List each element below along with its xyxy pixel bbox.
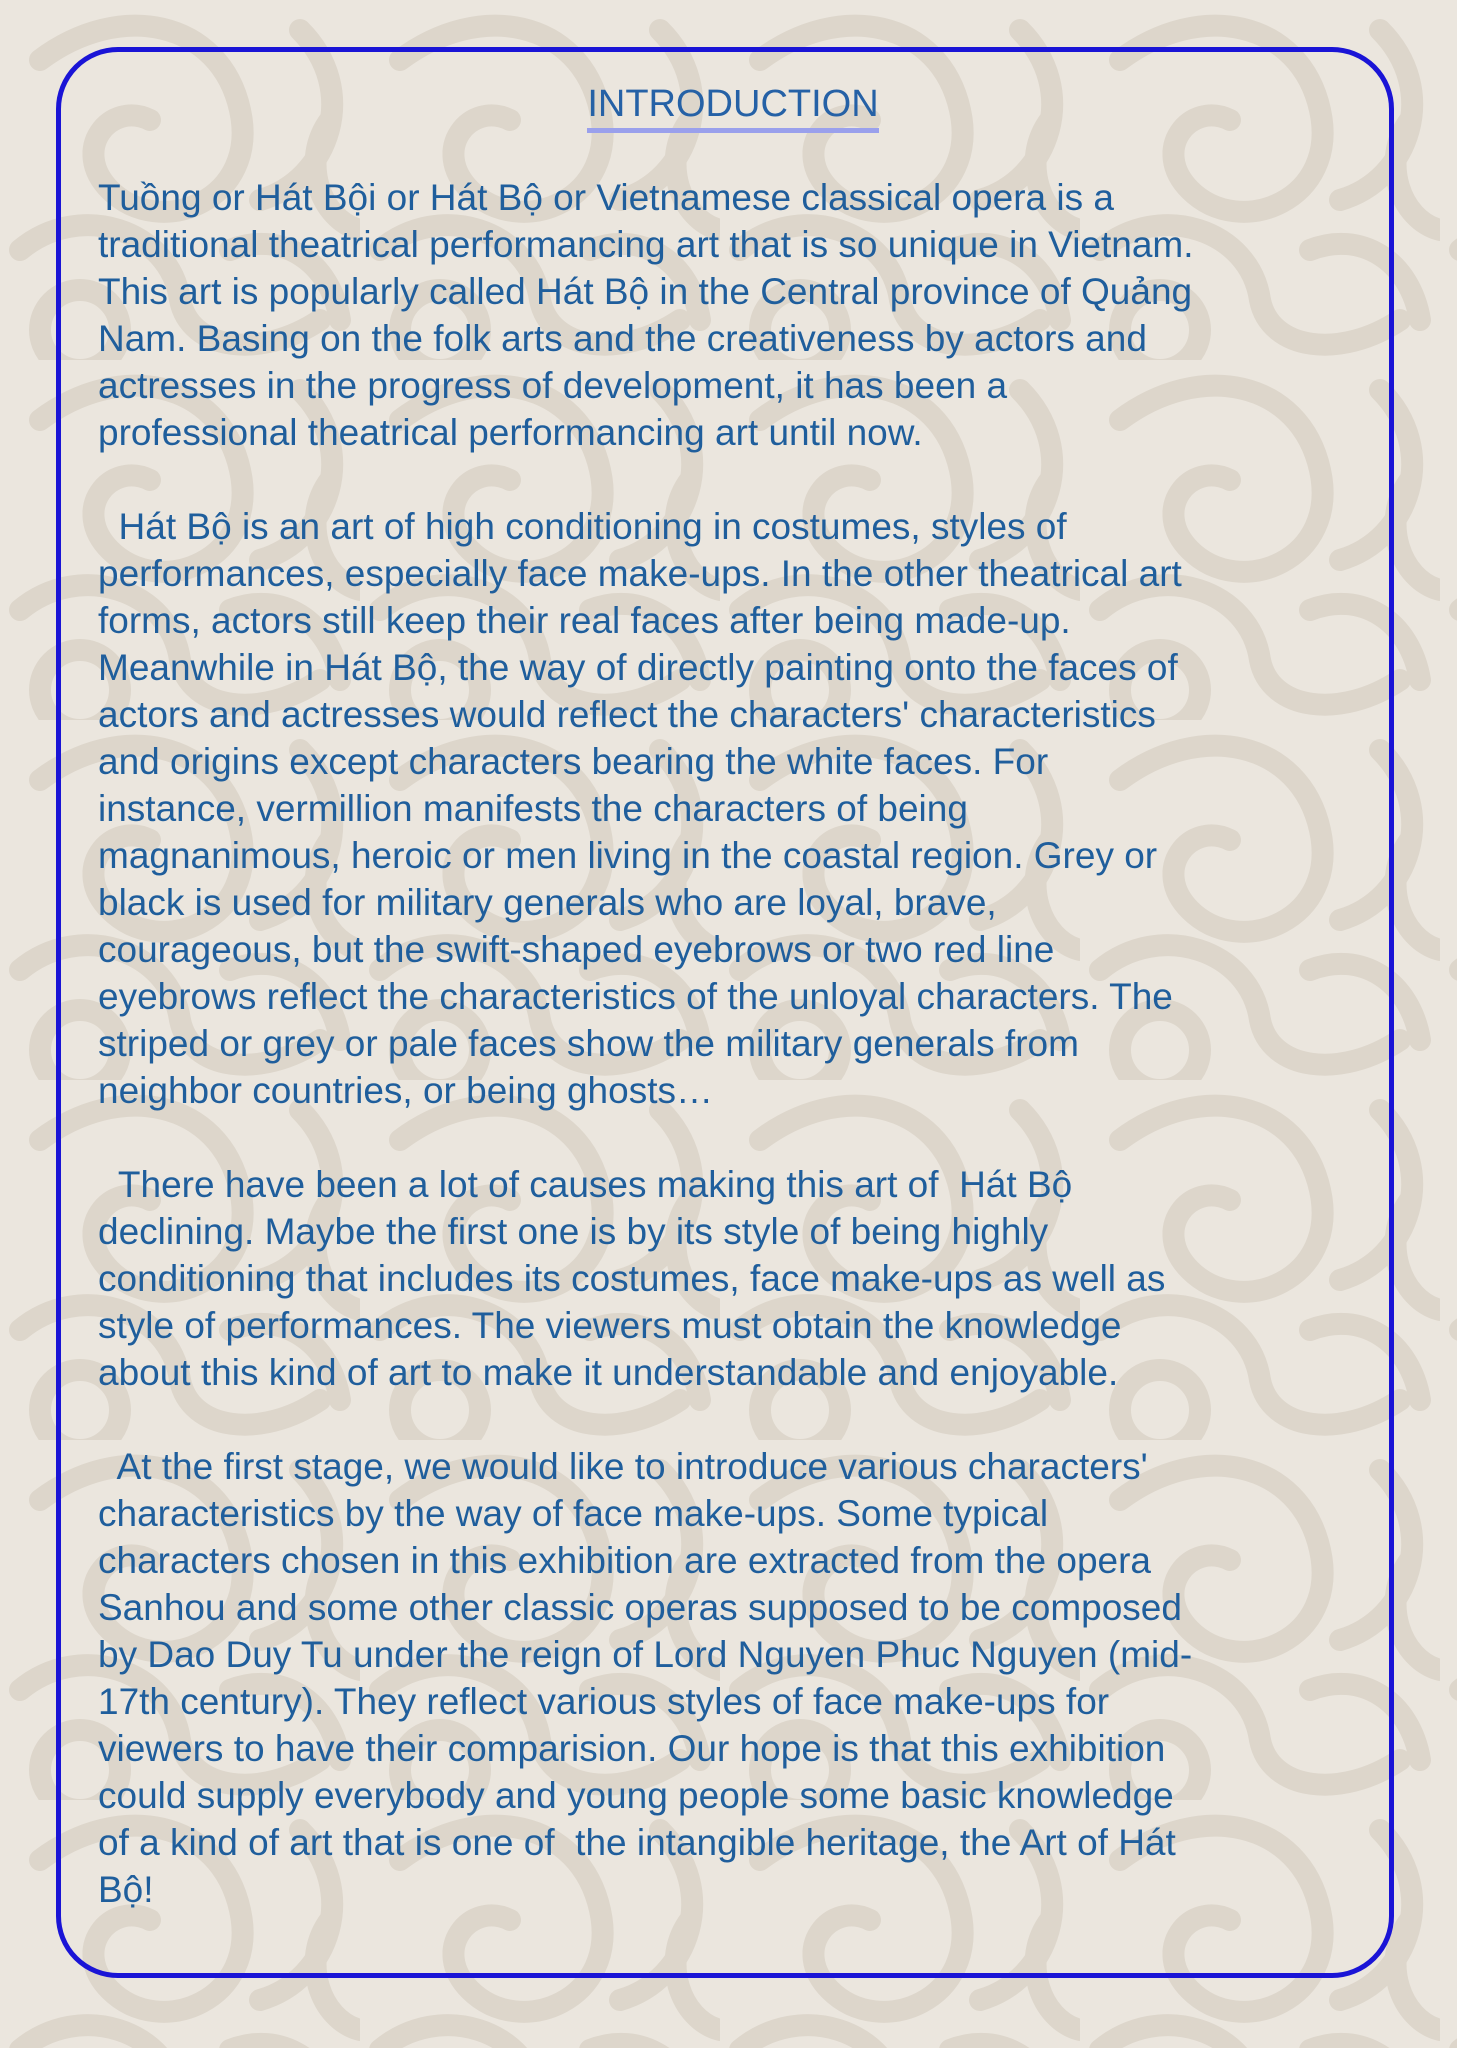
paragraph-line: actors and actresses would reflect the characters' characteristics — [98, 694, 1156, 735]
paragraph-line: 17th century). They reflect various styles of face make-ups for — [98, 1681, 1110, 1722]
paragraph-line: conditioning that includes its costumes, face make-ups as well as — [98, 1258, 1166, 1299]
paragraph-line: performances, especially face make-ups. In the other theatrical art — [98, 553, 1182, 594]
paragraph-line: declining. Maybe the first one is by its style of being highly — [98, 1211, 1049, 1252]
paragraph-line: could supply everybody and young people some basic knowledge — [98, 1775, 1174, 1816]
paragraph-line: characteristics by the way of face make-ups. Some typical — [98, 1493, 1049, 1534]
paragraph-line: of a kind of art that is one of the intangible heritage, the Art of Hát — [98, 1822, 1176, 1863]
paragraph-line: magnanimous, heroic or men living in the coastal region. Grey or — [98, 835, 1158, 876]
paragraph-4 — [98, 1443, 1368, 1913]
paragraph-line: Hát Bộ is an art of high conditioning in costumes, styles of — [98, 506, 1067, 547]
paragraph-line: style of performances. The viewers must obtain the knowledge — [98, 1305, 1122, 1346]
paragraph-line: Tuồng or Hát Bội or Hát Bộ or Vietnamese classical opera is a — [98, 177, 1114, 218]
paragraph-line: actresses in the progress of development, it has been a — [98, 365, 1008, 406]
paragraph-list — [98, 174, 1368, 1913]
page-title: INTRODUCTION — [587, 80, 878, 133]
paragraph-line: courageous, but the swift-shaped eyebrows or two red line — [98, 929, 1055, 970]
paragraph-line: Sanhou and some other classic operas supposed to be composed — [98, 1587, 1182, 1628]
paragraph-line: There have been a lot of causes making this art of Hát Bộ — [98, 1164, 1073, 1205]
paragraph-line: Meanwhile in Hát Bộ, the way of directly painting onto the faces of — [98, 647, 1178, 688]
paragraph-line: This art is popularly called Hát Bộ in the Central province of Quảng — [98, 271, 1193, 312]
paragraph-line: Bộ! — [98, 1869, 154, 1910]
paragraph-line: striped or grey or pale faces show the military generals from — [98, 1023, 1079, 1064]
paragraph-line: characters chosen in this exhibition are extracted from the opera — [98, 1540, 1152, 1581]
paragraph-line: black is used for military generals who are loyal, brave, — [98, 882, 997, 923]
paragraph-line: professional theatrical performancing art until now. — [98, 412, 923, 453]
paragraph-line: and origins except characters bearing the white faces. For — [98, 741, 1049, 782]
paragraph-line: viewers to have their comparision. Our hope is that this exhibition — [98, 1728, 1166, 1769]
paragraph-1 — [98, 174, 1368, 456]
title-container — [98, 80, 1368, 136]
paragraph-line: At the first stage, we would like to introduce various characters' — [98, 1446, 1148, 1487]
paragraph-line: instance, vermillion manifests the characters of being — [98, 788, 968, 829]
paragraph-2 — [98, 503, 1368, 1114]
paragraph-line: Nam. Basing on the folk arts and the creativeness by actors and — [98, 318, 1147, 359]
paragraph-line: neighbor countries, or being ghosts… — [98, 1070, 713, 1111]
document-body — [98, 80, 1368, 1960]
paragraph-line: eyebrows reflect the characteristics of the unloyal characters. The — [98, 976, 1173, 1017]
paragraph-line: forms, actors still keep their real faces after being made-up. — [98, 600, 1071, 641]
paragraph-line: by Dao Duy Tu under the reign of Lord Nguyen Phuc Nguyen (mid- — [98, 1634, 1193, 1675]
paragraph-line: traditional theatrical performancing art that is so unique in Vietnam. — [98, 224, 1194, 265]
paragraph-line: about this kind of art to make it understandable and enjoyable. — [98, 1352, 1119, 1393]
paragraph-3 — [98, 1161, 1368, 1396]
